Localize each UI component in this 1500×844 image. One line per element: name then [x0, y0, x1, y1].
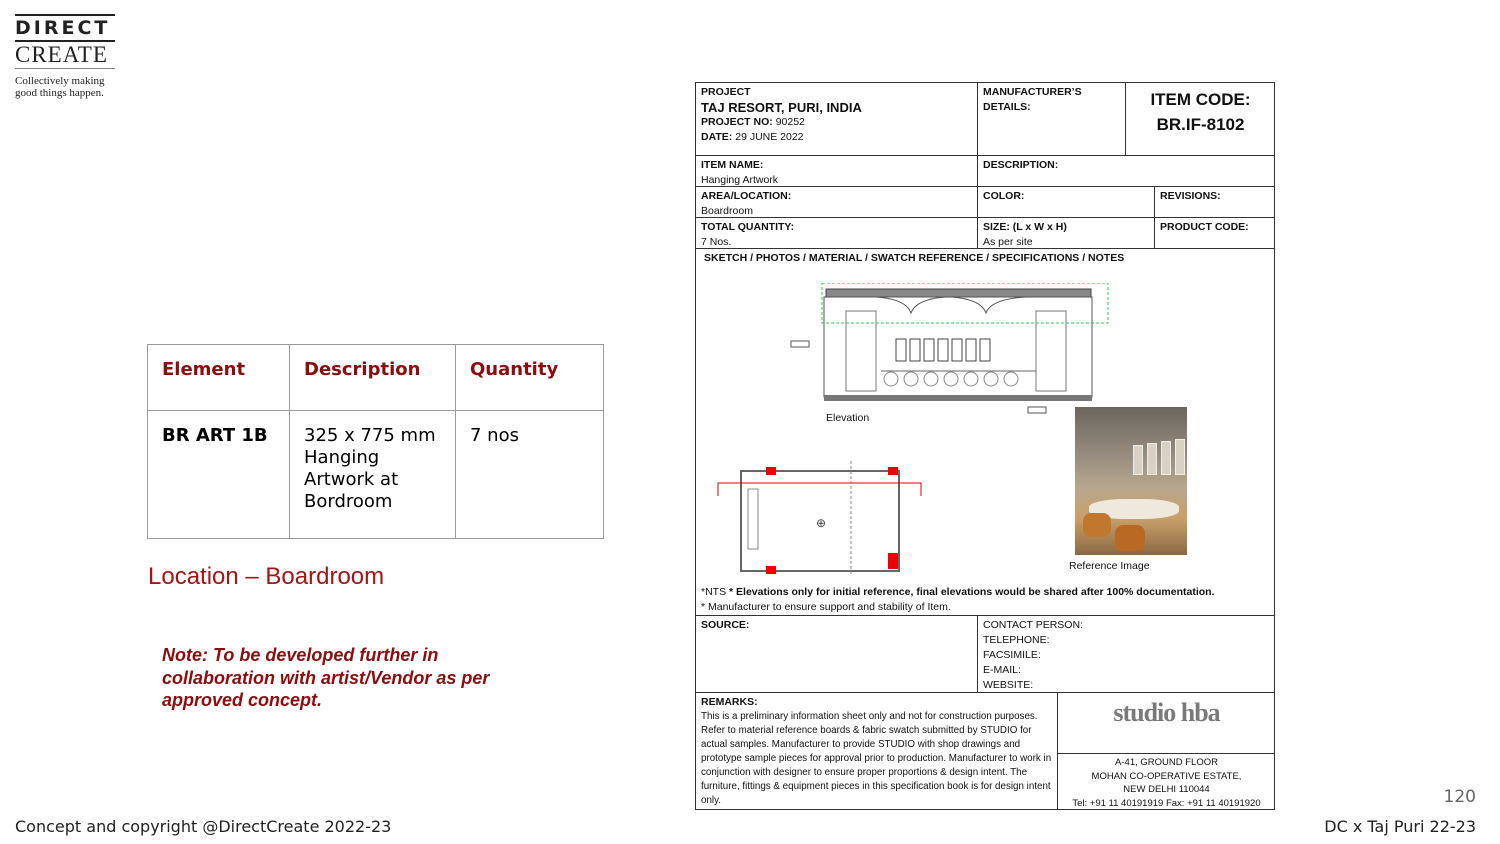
- project-block: [696, 83, 978, 156]
- sketch-header: SKETCH / PHOTOS / MATERIAL / SWATCH REFERENCE / SPECIFICATIONS / NOTES: [704, 252, 1125, 264]
- item-name-label: ITEM NAME:: [701, 159, 764, 171]
- direct-create-logo: [15, 14, 115, 99]
- floor-plan-drawing: [716, 461, 926, 576]
- date-value: 29 JUNE 2022: [735, 131, 804, 143]
- contact-cell: [978, 616, 1275, 693]
- reference-image: [1075, 407, 1187, 555]
- address-line-1: A-41, GROUND FLOOR: [1115, 757, 1218, 768]
- quantity-cell: [696, 218, 978, 249]
- remarks-label: REMARKS:: [701, 696, 758, 708]
- elevation-drawing: [786, 283, 1116, 423]
- contact-person-label: CONTACT PERSON:: [983, 619, 1083, 631]
- size-cell: [978, 218, 1155, 249]
- date-label: DATE:: [701, 131, 733, 143]
- location-title: Location – Boardroom: [148, 563, 385, 590]
- nts-note: [701, 585, 1214, 600]
- item-code-block: [1126, 83, 1275, 156]
- logo-line1: DIRECT: [15, 17, 111, 39]
- reference-caption: Reference Image: [1069, 560, 1150, 572]
- address-line-2: MOHAN CO-OPERATIVE ESTATE,: [1091, 770, 1242, 782]
- facsimile-label: FACSIMILE:: [983, 649, 1041, 661]
- svg-text:⊕: ⊕: [816, 516, 827, 530]
- footer-project: DC x Taj Puri 22-23: [1324, 817, 1476, 836]
- project-no-label: PROJECT NO:: [701, 116, 773, 128]
- table-header-row: [148, 345, 604, 411]
- item-code-label: ITEM CODE:: [1150, 90, 1251, 109]
- quantity-label: TOTAL QUANTITY:: [701, 221, 795, 233]
- header-element: Element: [148, 345, 290, 411]
- development-note: Note: To be developed further in collaboration with artist/Vendor as per approved concept.: [162, 645, 490, 710]
- specification-sheet: [695, 82, 1275, 810]
- header-description: Description: [290, 345, 456, 411]
- footer-copyright: Concept and copyright @DirectCreate 2022-23: [15, 817, 392, 836]
- item-name-cell: [696, 156, 978, 187]
- cell-quantity: 7 nos: [456, 411, 604, 539]
- source-cell: SOURCE:: [696, 616, 978, 693]
- telephone-label: TELEPHONE:: [983, 634, 1050, 646]
- product-code-cell: PRODUCT CODE:: [1155, 218, 1275, 249]
- studio-hba-logo: studio hba: [1058, 693, 1275, 754]
- table-row: [148, 411, 604, 539]
- logo-tagline: Collectively making good things happen.: [15, 75, 105, 99]
- color-cell: COLOR:: [978, 187, 1155, 218]
- project-name: TAJ RESORT, PURI, INDIA: [701, 100, 862, 115]
- address-line-3: NEW DELHI 110044: [1123, 784, 1210, 795]
- item-name: Hanging Artwork: [701, 174, 779, 186]
- elevation-caption: Elevation: [826, 412, 870, 424]
- size-label: SIZE: (L x W x H): [983, 221, 1067, 233]
- description-cell: DESCRIPTION:: [978, 156, 1275, 187]
- cell-element: BR ART 1B: [148, 411, 290, 539]
- quantity-value: 7 Nos.: [701, 236, 732, 248]
- sketch-area: [696, 249, 1275, 616]
- email-label: E-MAIL:: [983, 664, 1021, 676]
- revisions-cell: REVISIONS:: [1155, 187, 1275, 218]
- header-quantity: Quantity: [456, 345, 604, 411]
- cell-description: 325 x 775 mm Hanging Artwork at Bordroom: [290, 411, 456, 539]
- project-no: 90252: [775, 116, 805, 128]
- element-table: [147, 344, 604, 539]
- manufacturer-details: MANUFACTURER’S DETAILS:: [978, 83, 1126, 156]
- area-cell: [696, 187, 978, 218]
- area-label: AREA/LOCATION:: [701, 190, 792, 202]
- size-value: As per site: [983, 236, 1033, 248]
- remarks-cell: [696, 693, 1058, 810]
- website-label: WEBSITE:: [983, 679, 1034, 691]
- page-number: 120: [1443, 787, 1476, 807]
- remarks-text: This is a preliminary information sheet only and not for construction purposes. Refer to material reference boards & fabric swatch submitted by STUDIO for actual samples. Manufacturer to provide STUDIO with shop drawings and prototype sample pieces for approval prior to production. Manufacturer to work in conjunction with designer to ensure proper proportions & design intent. The furniture, fittings & equipment pieces in this specification book is for design intent only.: [701, 711, 1052, 806]
- nts-prefix: *NTS: [701, 586, 727, 598]
- area-value: Boardroom: [701, 205, 753, 217]
- item-code: BR.IF-8102: [1156, 115, 1245, 134]
- support-note: * Manufacturer to ensure support and stability of Item.: [701, 601, 951, 613]
- logo-line2: CREATE: [15, 42, 108, 67]
- studio-address: [1058, 754, 1275, 810]
- address-line-4: Tel: +91 11 40191919 Fax: +91 11 40191920: [1072, 797, 1261, 809]
- nts-bold-note: * Elevations only for initial reference, final elevations would be shared after 100% documentation.: [729, 586, 1215, 598]
- project-label: PROJECT: [701, 86, 751, 98]
